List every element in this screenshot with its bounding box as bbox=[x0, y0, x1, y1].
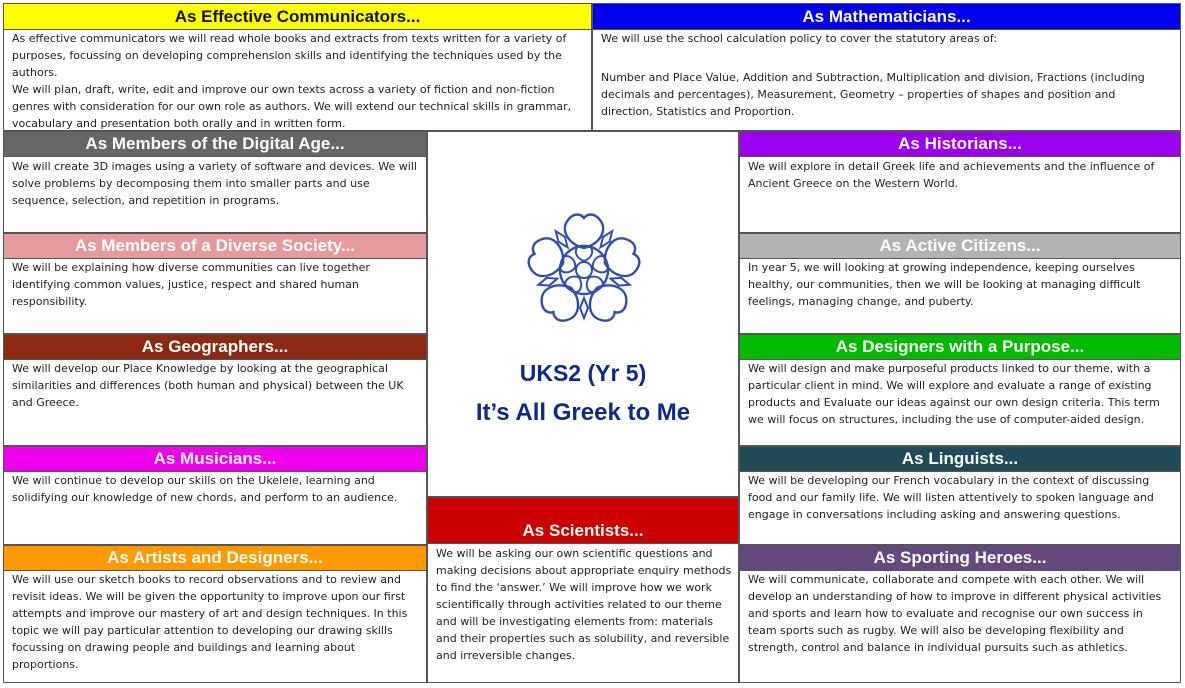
class-year-title: UKS2 (Yr 5) bbox=[519, 360, 647, 386]
designers-header bbox=[739, 334, 1181, 360]
digital-header bbox=[3, 131, 427, 157]
scientists-title: As Scientists... bbox=[522, 521, 644, 540]
sporting-header bbox=[739, 545, 1181, 571]
communicators-title: As Effective Communicators... bbox=[174, 6, 421, 26]
musicians-title: As Musicians... bbox=[153, 449, 277, 468]
historians-text: We will explore in detail Greek life and achievements and the influence of Ancient Greece on the Western World. bbox=[748, 160, 1155, 190]
historians-header bbox=[739, 131, 1181, 157]
mathematicians-text-intro: We will use the school calculation policy to cover the statutory areas of: bbox=[601, 32, 998, 45]
designers-title: As Designers with a Purpose... bbox=[835, 337, 1085, 356]
citizens-title: As Active Citizens... bbox=[879, 236, 1041, 255]
geographers-text: We will develop our Place Knowledge by looking at the geographical similarities and differences (both human and physical) between the UK and Greece. bbox=[12, 362, 404, 409]
citizens-text: In year 5, we will looking at growing independence, keeping ourselves healthy, our communities, then we will be looking at managing difficult feelings, managing change, and puberty. bbox=[748, 261, 1141, 308]
sporting-title: As Sporting Heroes... bbox=[873, 548, 1047, 567]
mathematicians-text-areas: Number and Place Value, Addition and Subtraction, Multiplication and division, Fractions (including decimals and percentages), Measurement, Geometry – properties of shapes and position and direction, Statistics and Proportion. bbox=[601, 71, 1145, 118]
diverse-title: As Members of a Diverse Society... bbox=[74, 236, 356, 255]
historians-title: As Historians... bbox=[898, 134, 1022, 153]
musicians-header bbox=[3, 446, 427, 472]
centre-panel bbox=[427, 131, 739, 497]
tudor-rose-icon bbox=[519, 205, 649, 335]
topic-title: It’s All Greek to Me bbox=[475, 399, 691, 426]
linguists-title: As Linguists... bbox=[901, 449, 1019, 468]
artists-text: We will use our sketch books to record observations and to review and revisit ideas. We will be given the opportunity to improve upon our first attempts and improve our mastery of art and design techniques. In this topic we will pay particular attention to developing our drawing skills focussing on drawing people and buildings and learning about proportions. bbox=[12, 573, 408, 671]
communicators-header bbox=[3, 3, 592, 30]
designers-text: We will design and make purposeful products linked to our theme, with a particular client in mind. We will explore and evaluate a range of existing products and Evaluate our ideas against our own design criteria. This term we will focus on structures, including the use of computer-aided design. bbox=[748, 362, 1160, 426]
artists-header bbox=[3, 545, 427, 571]
linguists-text: We will be developing our French vocabulary in the context of discussing food and our family life. We will listen attentively to spoken language and engage in conversations including asking and answering questions. bbox=[748, 474, 1154, 521]
diverse-text: We will be explaining how diverse communities can live together identifying common values, justice, respect and shared human responsibility. bbox=[12, 261, 370, 308]
citizens-header bbox=[739, 233, 1181, 259]
sporting-text: We will communicate, collaborate and compete with each other. We will develop an understanding of how to improve in different physical activities and sports and learn how to evaluate and recognise our own success in team sports such as rugby. We will also be developing flexibility and strength, control and balance in individual pursuits such as athletics. bbox=[748, 573, 1162, 654]
mathematicians-header bbox=[592, 3, 1181, 30]
scientists-header bbox=[427, 497, 739, 544]
artists-title: As Artists and Designers... bbox=[107, 548, 323, 567]
digital-title: As Members of the Digital Age... bbox=[85, 134, 345, 153]
geographers-title: As Geographers... bbox=[141, 337, 289, 356]
scientists-text: We will be asking our own scientific questions and making decisions about appropriate enquiry methods to find the ‘answer.’ We will improve how we work scientifically through activities related to our theme and will be investigating elements from: materials and their properties such as solubility, and reversible and irreversible changes. bbox=[436, 547, 732, 662]
diverse-header bbox=[3, 233, 427, 259]
geographers-header bbox=[3, 334, 427, 360]
linguists-header bbox=[739, 446, 1181, 472]
mathematicians-title: As Mathematicians... bbox=[802, 6, 971, 26]
communicators-text: As effective communicators we will read whole books and extracts from texts written for a variety of purposes, focussing on developing comprehension skills and identifying the techniques used by the authors. We will plan, draft, write, edit and improve our own texts across a variety of fiction and non-fiction genres with consideration for our own role as authors. We will extend our technical skills in grammar, vocabulary and presentation both orally and in written form. bbox=[12, 32, 572, 130]
digital-text: We will create 3D images using a variety of software and devices. We will solve problems by decomposing them into smaller parts and use sequence, selection, and repetition in programs. bbox=[12, 160, 417, 207]
musicians-text: We will continue to develop our skills on the Ukelele, learning and solidifying our knowledge of new chords, and perform to an audience. bbox=[12, 474, 398, 504]
